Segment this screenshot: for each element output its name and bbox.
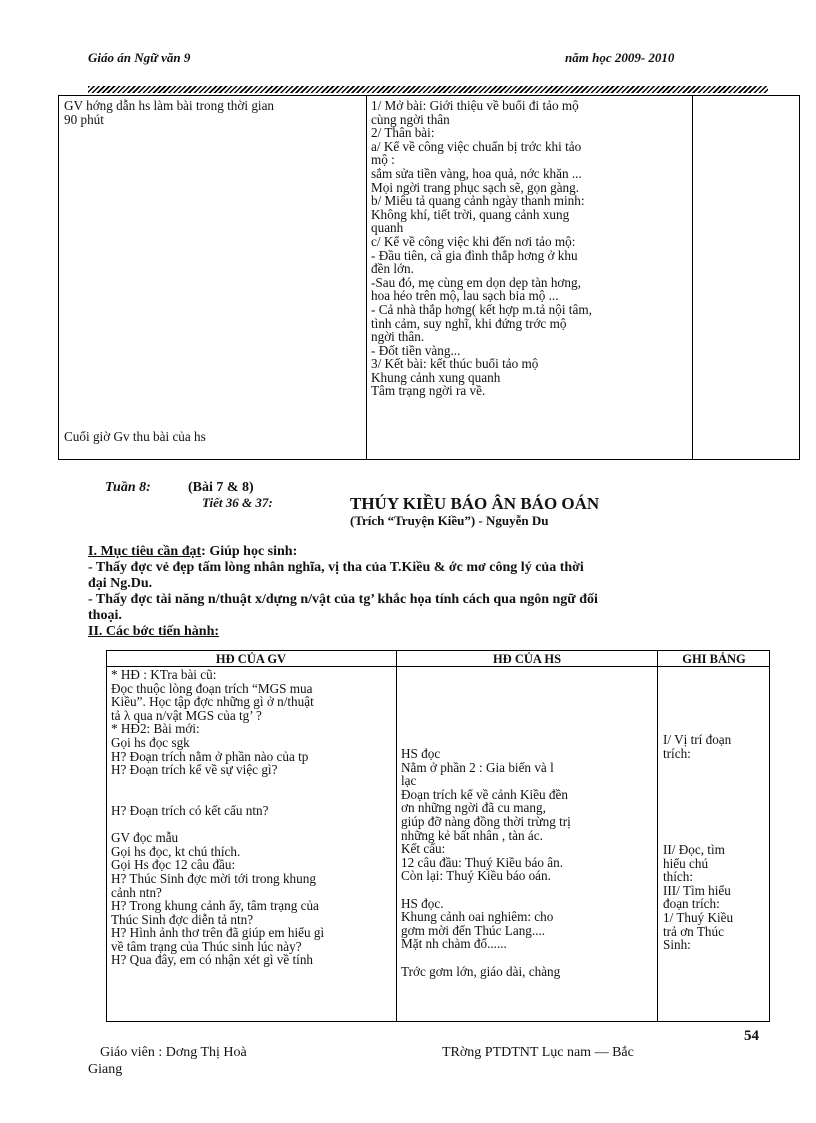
table1-outline-line: ngời thân. xyxy=(371,329,425,345)
column-header-board: GHI BẢNG xyxy=(682,652,746,666)
lesson-subtitle: (Trích “Truyện Kiều”) - Nguyễn Du xyxy=(350,513,549,528)
teacher-activity-line: Kiều”. Học tập đợc những gì ở n/thuật xyxy=(111,694,314,710)
student-activity-line: Kết cấu: xyxy=(401,841,446,857)
header-rule xyxy=(88,86,768,93)
student-activity-line: HS đọc xyxy=(401,746,441,761)
table1-outline-line: - Cả nhà thắp hơng( kết hợp m.tả nội tâm, xyxy=(371,301,592,317)
teacher-activity-line: Gọi Hs đọc 12 câu đầu: xyxy=(111,857,236,873)
student-activity-line xyxy=(401,951,571,965)
student-activity-line: lạc xyxy=(401,773,417,789)
table1-outline-line: Khung cảnh xung quanh xyxy=(371,369,501,385)
table1-teacher-closing xyxy=(64,430,206,444)
table1-outline-line: mộ : xyxy=(371,152,395,168)
objective-line: - Thấy đợc vẻ đẹp tấm lòng nhân nghĩa, vị tha của T.Kiều & ớc mơ công lý của thời xyxy=(88,560,584,575)
week-label: Tuần 8: xyxy=(105,480,151,495)
student-activity-line: Trớc gơm lớn, giáo dài, chàng xyxy=(401,963,561,979)
teacher-activity-line: H? Hình ảnh thơ trên đã giúp em hiểu gì xyxy=(111,925,325,941)
student-activity-line: gơm mời đến Thúc Lang.... xyxy=(401,922,546,938)
column-header-teacher: HĐ CỦA GV xyxy=(215,652,287,666)
student-activity-line xyxy=(401,883,571,897)
table1-outline-line: Không khí, tiết trời, quang cảnh xung xyxy=(371,206,570,222)
board-line: 1/ Thuý Kiều xyxy=(663,909,734,925)
board-notes-reading xyxy=(663,843,733,952)
footer-school: TRờng PTDTNT Lục nam — Bắc xyxy=(442,1045,634,1060)
objective-line: đại Ng.Du. xyxy=(88,576,153,591)
page-number: 54 xyxy=(744,1028,759,1044)
footer-school-continued: Giang xyxy=(88,1062,123,1077)
objectives-heading: I. Mục tiêu cần đạt xyxy=(88,544,202,559)
teacher-activity-line: H? Đoạn trích kể về sự việc gì? xyxy=(111,762,278,778)
teacher-activity-line: tả λ qua n/vật MGS của tg’ ? xyxy=(111,707,262,723)
table1-outline-line: b/ Miêu tả quang cảnh ngày thanh minh: xyxy=(371,193,585,209)
steps-heading: II. Các bớc tiến hành: xyxy=(88,624,220,639)
table2-divider-2 xyxy=(657,650,658,1022)
board-line: trả ơn Thúc xyxy=(663,923,724,939)
objectives-section xyxy=(88,544,778,640)
table1-divider-2 xyxy=(692,95,693,460)
header-right: năm học 2009- 2010 xyxy=(565,50,675,65)
teacher-activity-line: Gọi hs đọc sgk xyxy=(111,734,190,750)
board-line: Sinh: xyxy=(663,937,691,953)
board-notes-position xyxy=(663,733,731,760)
teacher-activity-line: Đọc thuộc lòng đoạn trích “MGS mua xyxy=(111,680,313,696)
teacher-activity-line: H? Đoạn trích có kết cấu ntn? xyxy=(111,802,269,818)
table1-outline-line: Tâm trạng ngời ra về. xyxy=(371,383,486,399)
board-line: trích: xyxy=(663,745,691,761)
table1-teacher-line: 90 phút xyxy=(64,111,104,127)
table1-divider-1 xyxy=(366,95,367,460)
table1-outline-line: cùng ngời thân xyxy=(371,111,450,127)
student-activity-line: ơn những ngời đã cu mang, xyxy=(401,800,546,816)
table1-outline-line: sắm sửa tiền vàng, hoa quả, nớc khăn ... xyxy=(371,165,582,181)
objectives-heading-tail: : Giúp học sinh: xyxy=(201,544,298,559)
header-left: Giáo án Ngữ văn 9 xyxy=(88,50,191,65)
teacher-activity-line: về tâm trạng của Thúc sinh lúc này? xyxy=(111,938,302,954)
student-activity-line: Khung cảnh oai nghiêm: cho xyxy=(401,909,554,925)
teacher-activity-line: H? Trong khung cảnh ấy, tâm trạng của xyxy=(111,898,319,914)
teacher-activity-line: GV đọc mẫu xyxy=(111,830,179,846)
board-line: I/ Vị trí đoạn xyxy=(663,732,732,747)
student-activity-line: Còn lại: Thuý Kiều báo oán. xyxy=(401,868,551,884)
teacher-activity-line xyxy=(111,790,324,804)
table1-teacher-line: GV hớng dẫn hs làm bài trong thời gian xyxy=(64,98,275,113)
teacher-activity-line: H? Qua đây, em có nhận xét gì về tính xyxy=(111,952,314,968)
table1-outline-line: 3/ Kết bài: kết thúc buổi tảo mộ xyxy=(371,356,539,372)
table1-outline xyxy=(371,99,592,398)
table1-outline-line: 1/ Mở bài: Giới thiệu về buổi đi tảo mộ xyxy=(371,98,579,113)
student-activity-line: giúp đỡ nàng đồng thời trừng trị xyxy=(401,813,571,829)
table1-outline-line: - Đốt tiền vàng... xyxy=(371,342,461,358)
objective-line: - Thấy đợc tài năng n/thuật x/dựng n/vật của tg’ khắc họa tính cách qua ngôn ngữ đối xyxy=(88,592,598,607)
table1-outline-line: a/ Kể về công việc chuẩn bị trớc khi tảo xyxy=(371,138,582,154)
teacher-activities xyxy=(111,668,324,967)
periods-label: Tiết 36 & 37: xyxy=(202,495,273,510)
teacher-activity-line xyxy=(111,818,324,832)
board-line: thích: xyxy=(663,869,694,885)
table1-outline-line: tình cảm, suy nghĩ, khi đứng trớc mộ xyxy=(371,315,567,331)
lesson-number: (Bài 7 & 8) xyxy=(188,480,254,495)
table2-divider-1 xyxy=(396,650,397,1022)
footer-teacher: Giáo viên : Dơng Thị Hoà xyxy=(100,1045,247,1060)
teacher-activity-line: H? Đoạn trích nằm ở phần nào của tp xyxy=(111,748,309,764)
table1-outline-line: 2/ Thân bài: xyxy=(371,125,435,141)
teacher-activity-line: Thúc Sinh đợc diễn tả ntn? xyxy=(111,911,254,927)
table1-outline-line: đền lớn. xyxy=(371,261,414,277)
table1-outline-line: -Sau đó, mẹ cùng em dọn dẹp tàn hơng, xyxy=(371,274,581,290)
board-line: đoạn trích: xyxy=(663,896,720,912)
student-activity-line: Đoạn trích kể về cảnh Kiều đền xyxy=(401,786,568,802)
student-activity-line: Mặt nh chàm đổ...... xyxy=(401,936,507,952)
board-line: II/ Đọc, tìm xyxy=(663,842,725,857)
table1-teacher-activity xyxy=(64,99,274,126)
table1-outline-line: c/ Kể về công việc khi đến nơi tảo mộ: xyxy=(371,233,576,249)
table1-outline-line: hoa héo trên mộ, lau sạch bia mộ ... xyxy=(371,288,559,304)
table1-outline-line: Mọi ngời trang phục sạch sẽ, gọn gàng. xyxy=(371,179,580,195)
column-header-student: HĐ CỦA HS xyxy=(492,652,562,666)
table1-outline-line: - Đầu tiên, cả gia đình thắp hơng ở khu xyxy=(371,247,578,263)
board-line: hiểu chú xyxy=(663,855,709,871)
student-activity-line: Nằm ở phần 2 : Gia biến và l xyxy=(401,759,554,775)
lesson-title: THÚY KIỀU BÁO ÂN BÁO OÁN xyxy=(350,494,600,513)
table1-teacher-line: Cuối giờ Gv thu bài của hs xyxy=(64,429,206,444)
teacher-activity-line xyxy=(111,777,324,791)
teacher-activity-line: H? Thúc Sinh đợc mời tới trong khung xyxy=(111,870,316,886)
teacher-activity-line: * HĐ2: Bài mới: xyxy=(111,721,200,737)
teacher-activity-line: * HĐ : KTra bài cũ: xyxy=(111,667,217,682)
student-activity-line: những kẻ bất nhân , tàn ác. xyxy=(401,827,543,843)
student-activity-line: 12 câu đầu: Thuý Kiều báo ân. xyxy=(401,854,563,870)
objective-line: thoại. xyxy=(88,608,122,623)
teacher-activity-line: cảnh ntn? xyxy=(111,884,162,900)
student-activities xyxy=(401,747,571,978)
board-line: III/ Tìm hiểu xyxy=(663,882,731,898)
student-activity-line: HS đọc. xyxy=(401,895,444,911)
teacher-activity-line: Gọi hs đọc, kt chú thích. xyxy=(111,843,241,859)
table1-outline-line: quanh xyxy=(371,220,404,236)
